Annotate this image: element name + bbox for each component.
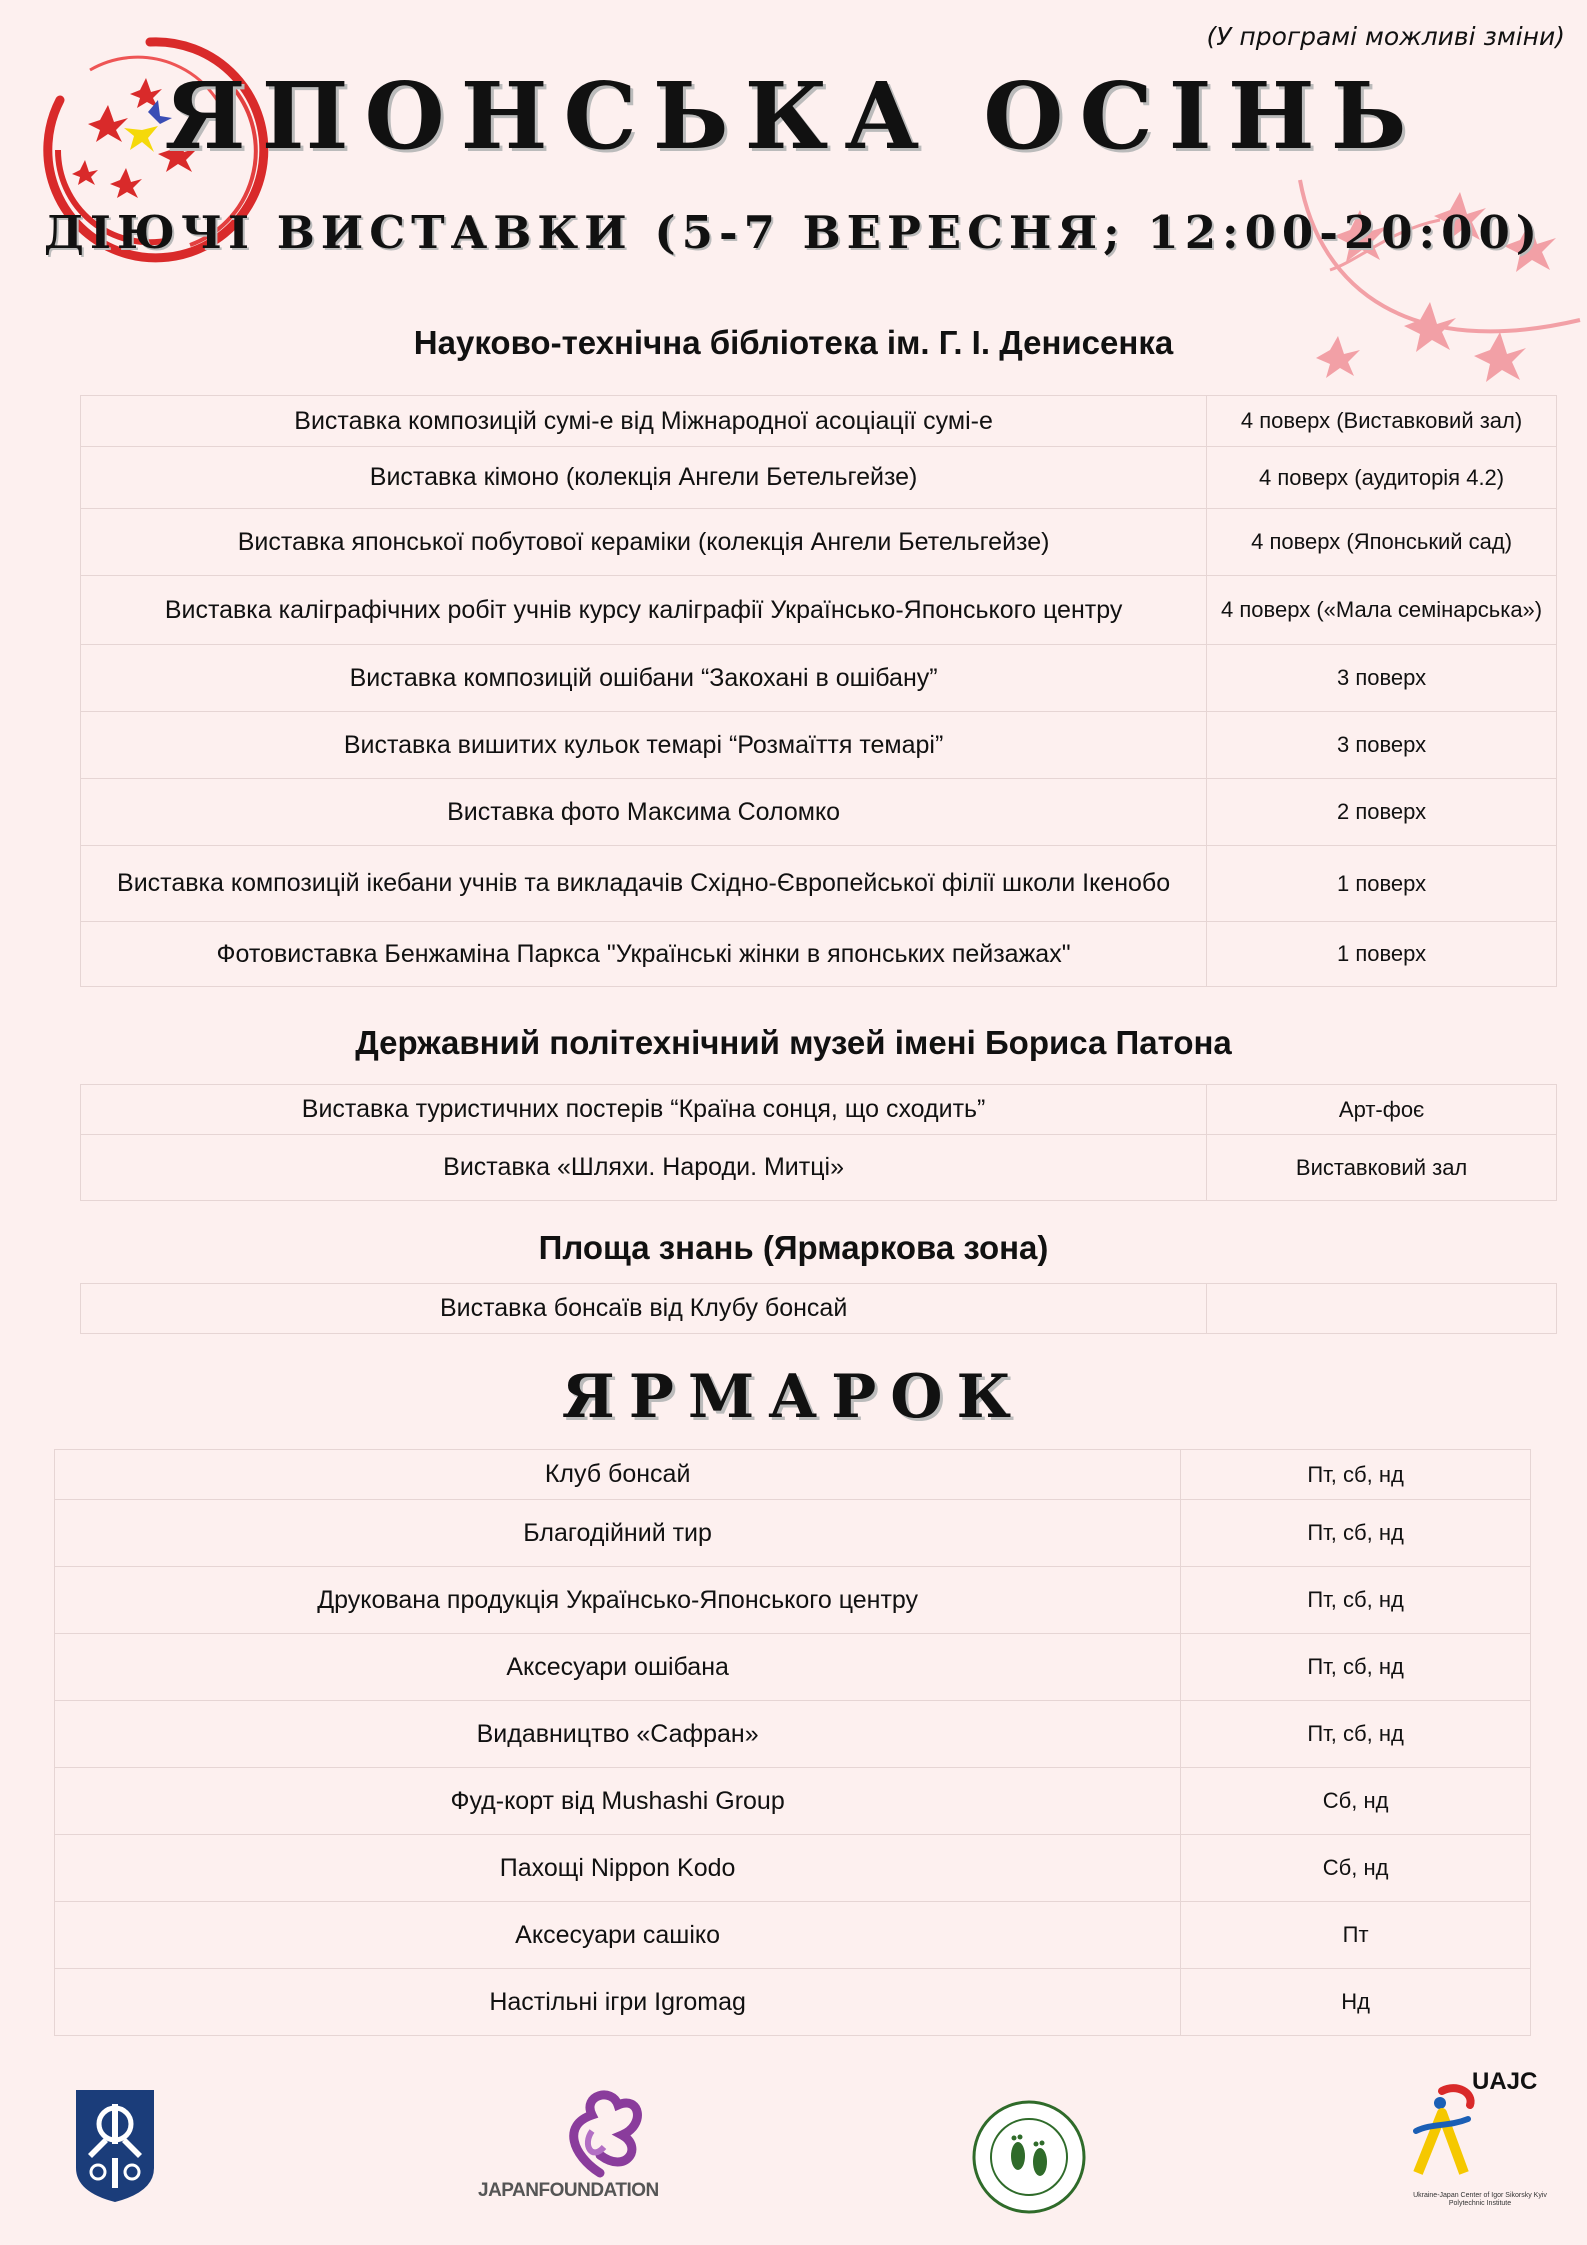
table-row (55, 1567, 1531, 1634)
square-exhibitions-table (80, 1283, 1557, 1334)
table-row (55, 1450, 1531, 1500)
exhibition-name: Виставка композицій ікебани учнів та викладачів Східно-Європейської філії школи Ікенобо (81, 846, 1207, 922)
exhibition-place: 2 поверх (1207, 779, 1557, 846)
library-exhibitions-table (80, 395, 1557, 987)
exhibition-place: 4 поверх («Мала семінарська») (1207, 576, 1557, 645)
japan-foundation-wordmark: JAPANFOUNDATION (478, 2180, 659, 2201)
exhibition-name: Виставка композицій сумі-е від Міжнародної асоціації сумі-е (81, 396, 1207, 447)
exhibition-place (1207, 1284, 1557, 1334)
table-row (55, 1768, 1531, 1835)
table-row (55, 1701, 1531, 1768)
table-row (81, 576, 1557, 645)
table-row (81, 1284, 1557, 1334)
exhibition-name: Виставка туристичних постерів “Країна сонця, що сходить” (81, 1085, 1207, 1135)
page-subtitle: ДІЮЧІ ВИСТАВКИ (5-7 ВЕРЕСНЯ; 12:00-20:00) (43, 206, 1544, 259)
vendor-days: Пт, сб, нд (1181, 1567, 1531, 1634)
table-row (81, 1135, 1557, 1201)
vendor-name: Фуд-корт від Mushashi Group (55, 1768, 1181, 1835)
exhibition-name: Виставка японської побутової кераміки (колекція Ангели Бетельгейзе) (81, 509, 1207, 576)
changes-note: (У програмі можливі зміни) (1206, 22, 1565, 51)
exhibition-place: Виставковий зал (1207, 1135, 1557, 1201)
table-row (81, 645, 1557, 712)
vendor-days: Сб, нд (1181, 1835, 1531, 1902)
table-row (81, 1085, 1557, 1135)
vendor-days: Пт, сб, нд (1181, 1500, 1531, 1567)
exhibition-name: Фотовиставка Бенжаміна Паркса "Українські жінки в японських пейзажах" (81, 922, 1207, 987)
vendor-name: Пахощі Nippon Kodo (55, 1835, 1181, 1902)
exhibition-place: 4 поверх (Японський сад) (1207, 509, 1557, 576)
exhibition-name: Виставка композицій ошібани “Закохані в ошібану” (81, 645, 1207, 712)
exhibition-place: Арт-фоє (1207, 1085, 1557, 1135)
exhibition-name: Виставка вишитих кульок темарі “Розмаїття темарі” (81, 712, 1207, 779)
section-title-museum: Державний політехнічний музей імені Бориса Патона (355, 1024, 1232, 1061)
exhibition-place: 4 поверх (Виставковий зал) (1207, 396, 1557, 447)
exhibition-place: 1 поверх (1207, 922, 1557, 987)
vendor-name: Аксесуари ошібана (55, 1634, 1181, 1701)
table-row (81, 779, 1557, 846)
table-row (55, 1902, 1531, 1969)
exhibition-place: 3 поверх (1207, 645, 1557, 712)
vendor-name: Видавництво «Сафран» (55, 1701, 1181, 1768)
section-title-library: Науково-технічна бібліотека ім. Г. І. Денисенка (413, 324, 1174, 361)
table-row (81, 447, 1557, 509)
exhibition-place: 4 поверх (аудиторія 4.2) (1207, 447, 1557, 509)
rehabilitation-garden-logo (970, 2098, 1088, 2216)
market-title: ЯРМАРОК (561, 1362, 1026, 1432)
table-row (81, 509, 1557, 576)
vendor-days: Пт, сб, нд (1181, 1701, 1531, 1768)
vendor-days: Пт, сб, нд (1181, 1450, 1531, 1500)
vendor-name: Благодійний тир (55, 1500, 1181, 1567)
exhibition-place: 1 поверх (1207, 846, 1557, 922)
vendor-name: Настільні ігри Igromag (55, 1969, 1181, 2036)
vendor-name: Аксесуари сашіко (55, 1902, 1181, 1969)
table-row (55, 1500, 1531, 1567)
vendor-days: Нд (1181, 1969, 1531, 2036)
uajc-caption: Ukraine-Japan Center of Igor Sikorsky Kyiv Polytechnic Institute (1413, 2192, 1547, 2207)
uajc-wordmark: UAJC (1472, 2068, 1538, 2095)
exhibition-name: Виставка кімоно (колекція Ангели Бетельгейзе) (81, 447, 1207, 509)
vendor-days: Пт (1181, 1902, 1531, 1969)
vendor-name: Клуб бонсай (55, 1450, 1181, 1500)
table-row (55, 1969, 1531, 2036)
exhibition-name: Виставка фото Максима Соломко (81, 779, 1207, 846)
section-title-square: Площа знань (Ярмаркова зона) (538, 1229, 1049, 1266)
vendor-name: Друкована продукція Українсько-Японського центру (55, 1567, 1181, 1634)
vendor-days: Сб, нд (1181, 1768, 1531, 1835)
uajc-figure-logo (1412, 2083, 1482, 2183)
table-row (55, 1835, 1531, 1902)
page-title: ЯПОНСЬКА ОСІНЬ (164, 62, 1423, 170)
table-row (55, 1634, 1531, 1701)
table-row (81, 396, 1557, 447)
vendor-days: Пт, сб, нд (1181, 1634, 1531, 1701)
exhibition-name: Виставка «Шляхи. Народи. Митці» (81, 1135, 1207, 1201)
table-row (81, 712, 1557, 779)
kpi-shield-logo (74, 2088, 156, 2204)
exhibition-name: Виставка бонсаїв від Клубу бонсай (81, 1284, 1207, 1334)
table-row (81, 846, 1557, 922)
market-table (54, 1449, 1531, 2036)
museum-exhibitions-table (80, 1084, 1557, 1201)
table-row (81, 922, 1557, 987)
japan-foundation-butterfly-logo (552, 2085, 648, 2181)
exhibition-name: Виставка каліграфічних робіт учнів курсу каліграфії Українсько-Японського центру (81, 576, 1207, 645)
exhibition-place: 3 поверх (1207, 712, 1557, 779)
